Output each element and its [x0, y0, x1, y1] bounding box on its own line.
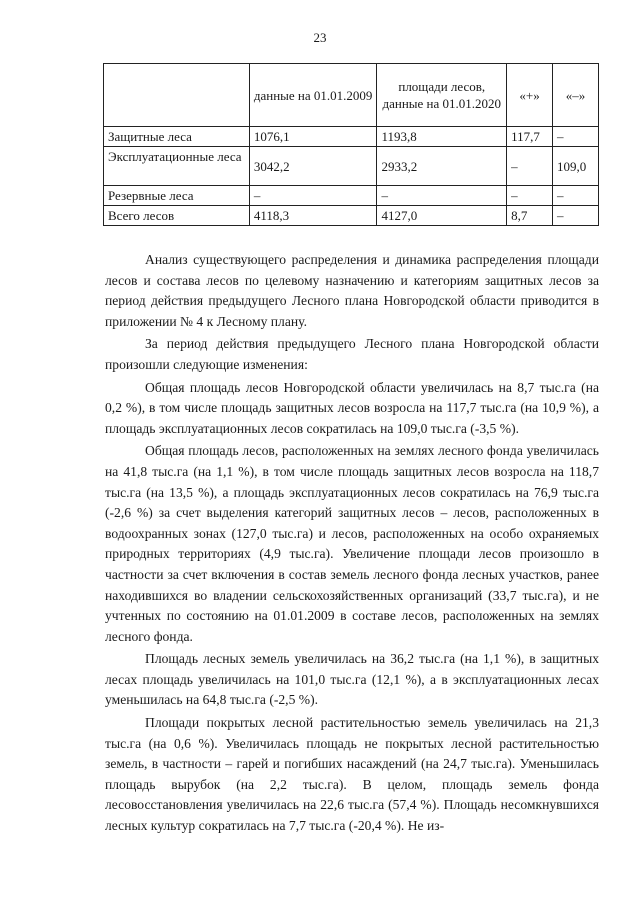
table-cell: – [553, 127, 599, 147]
table-cell: 2933,2 [377, 147, 507, 186]
table-cell: – [507, 186, 553, 206]
table-cell: Эксплуатационные леса [104, 147, 250, 186]
header-cell [104, 64, 250, 127]
table-cell: 3042,2 [249, 147, 377, 186]
table-cell: 8,7 [507, 206, 553, 226]
paragraph: Анализ существующего распределения и динамика распределения площади лесов и состава лесов по целевому назначению и категориям защитных лесов за период действия предыдущего Лесного плана Новгородской области приводится в приложении № 4 к Лесному плану. [105, 252, 599, 329]
table-row [104, 147, 599, 186]
table-cell: – [507, 147, 553, 186]
table-cell: – [553, 186, 599, 206]
body-text [105, 250, 599, 837]
table-cell: 4118,3 [249, 206, 377, 226]
paragraph: Площадь лесных земель увеличилась на 36,2 тыс.га (на 1,1 %), в защитных лесах площадь увеличилась на 101,0 тыс.га (12,1 %), а в эксплуатационных лесах уменьшилась на 64,8 тыс.га (-2,5 %). [105, 651, 599, 708]
table-cell: 1193,8 [377, 127, 507, 147]
table-header-row [104, 64, 599, 127]
table-cell: Всего лесов [104, 206, 250, 226]
table-row [104, 127, 599, 147]
table-cell: – [377, 186, 507, 206]
table-cell: 117,7 [507, 127, 553, 147]
table-cell: 4127,0 [377, 206, 507, 226]
header-cell: «–» [553, 64, 599, 127]
table-cell: – [553, 206, 599, 226]
header-cell: площади лесов, данные на 01.01.2020 [377, 64, 507, 127]
header-cell: «+» [507, 64, 553, 127]
paragraph: Площади покрытых лесной растительностью земель увеличилась на 21,3 тыс.га (на 0,6 %). Увеличилась площадь не покрытых лесной растительностью земель, в частности – гарей и погибших насаждений (на 24,7 тыс.га). Уменьшилась площадь вырубок (на 2,2 тыс.га). В целом, площадь земель фонда лесовосстановления увеличилась на 22,6 тыс.га (57,4 %). Площадь несомкнувшихся лесных культур сократилась на 7,7 тыс.га (-20,4 %). Не из- [105, 715, 599, 834]
table-row [104, 206, 599, 226]
table-cell: 1076,1 [249, 127, 377, 147]
table-cell: Защитные леса [104, 127, 250, 147]
table-row [104, 186, 599, 206]
table-cell: Резервные леса [104, 186, 250, 206]
forest-area-table [103, 63, 599, 226]
table-cell: 109,0 [553, 147, 599, 186]
table-cell: – [249, 186, 377, 206]
header-cell: данные на 01.01.2009 [249, 64, 377, 127]
paragraph: Общая площадь лесов, расположенных на землях лесного фонда увеличилась на 41,8 тыс.га (на 1,1 %), в том числе площадь защитных лесов возросла на 118,7 тыс.га (на 13,5 %), а площадь эксплуатационных лесов сократилась на 76,9 тыс.га (-2,6 %) за счет выделения категорий защитных лесов – лесов, расположенных в водоохранных зонах (127,0 тыс.га) и лесов, расположенных на особо охраняемых природных территориях (4,9 тыс.га). Увеличение площади лесов произошло в частности за счет включения в состав земель лесного фонда лесных участков, ранее находившихся во владении сельскохозяйственных организаций (33,7 тыс.га), и не учтенных по состоянию на 01.01.2009 в составе лесов, расположенных на землях лесного фонда. [105, 443, 599, 644]
paragraph: Общая площадь лесов Новгородской области увеличилась на 8,7 тыс.га (на 0,2 %), в том числе площадь защитных лесов возросла на 117,7 тыс.га (на 10,9 %), а площадь эксплуатационных лесов сократилась на 109,0 тыс.га (-3,5 %). [105, 379, 599, 436]
paragraph: За период действия предыдущего Лесного плана Новгородской области произошли следующие изменения: [105, 336, 599, 372]
page-number: 23 [313, 30, 327, 45]
